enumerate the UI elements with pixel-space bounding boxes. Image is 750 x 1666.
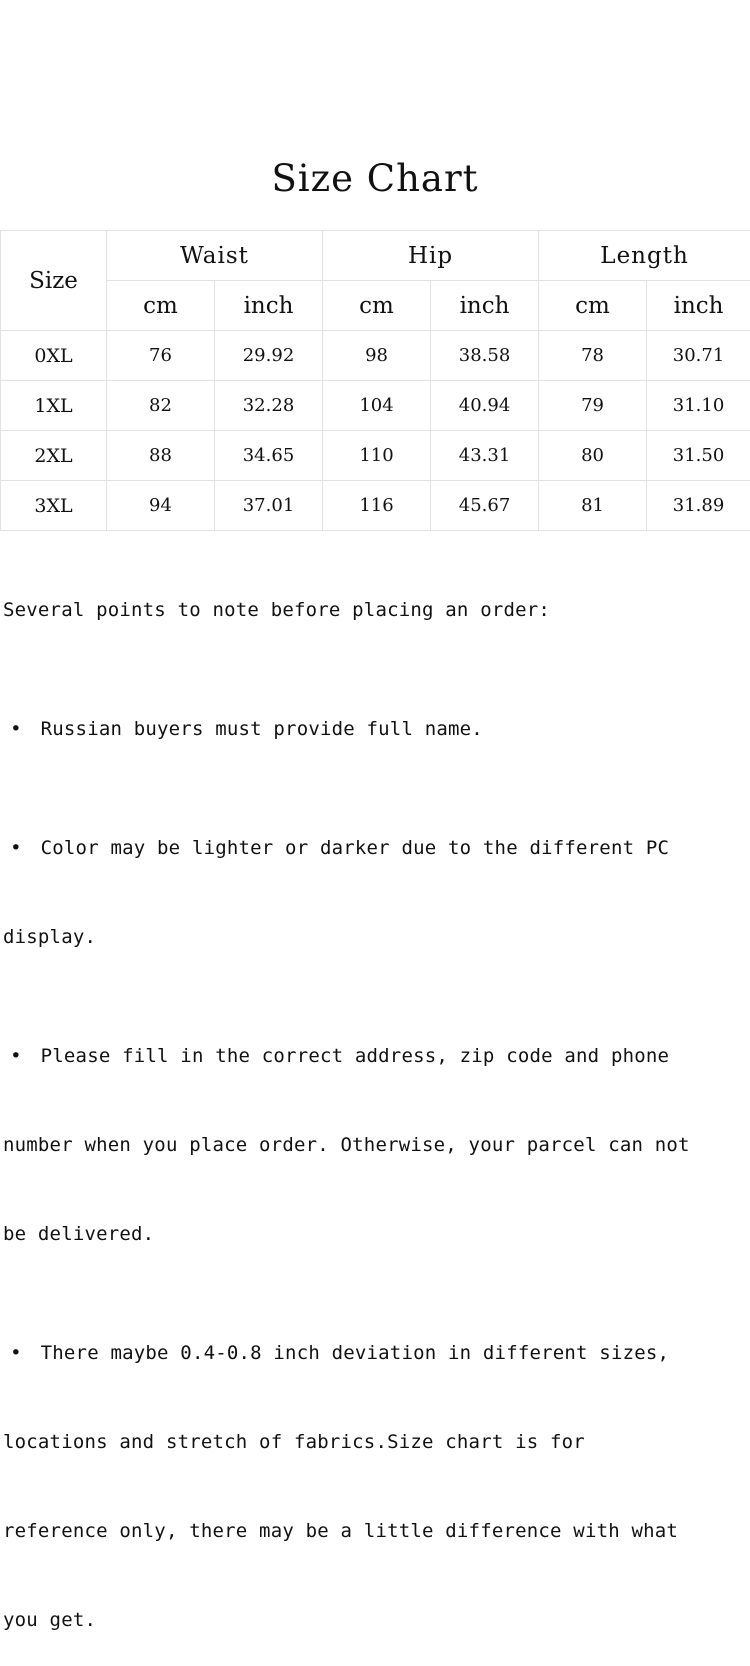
note-text: display. — [3, 923, 748, 953]
note-item — [3, 715, 748, 745]
unit-header: inch — [215, 281, 323, 331]
size-label: 3XL — [1, 481, 107, 531]
table-cell: 78 — [539, 331, 647, 381]
note-text: locations and stretch of fabrics.Size chart is for — [3, 1428, 748, 1458]
note-text: you get. — [3, 1606, 748, 1636]
length-header: Length — [539, 231, 750, 281]
size-column-header: Size — [1, 231, 107, 331]
table-cell: 104 — [323, 381, 431, 431]
unit-header: inch — [647, 281, 750, 331]
table-cell: 82 — [107, 381, 215, 431]
size-chart-table — [0, 230, 750, 531]
table-cell: 32.28 — [215, 381, 323, 431]
table-cell: 37.01 — [215, 481, 323, 531]
note-text: be delivered. — [3, 1220, 748, 1250]
table-cell: 31.89 — [647, 481, 750, 531]
hip-header: Hip — [323, 231, 539, 281]
table-cell: 31.50 — [647, 431, 750, 481]
table-cell: 43.31 — [431, 431, 539, 481]
table-cell: 116 — [323, 481, 431, 531]
table-row — [1, 381, 750, 431]
unit-header: cm — [539, 281, 647, 331]
table-cell: 76 — [107, 331, 215, 381]
bullet-icon: • — [3, 1042, 29, 1072]
table-cell: 29.92 — [215, 331, 323, 381]
table-unit-row — [1, 281, 750, 331]
table-header-row — [1, 231, 750, 281]
table-cell: 81 — [539, 481, 647, 531]
table-cell: 31.10 — [647, 381, 750, 431]
note-text: Color may be lighter or darker due to the different PC — [41, 837, 670, 859]
table-cell: 34.65 — [215, 431, 323, 481]
table-cell: 110 — [323, 431, 431, 481]
unit-header: inch — [431, 281, 539, 331]
note-text: number when you place order. Otherwise, your parcel can not — [3, 1131, 748, 1161]
page-title: Size Chart — [0, 154, 750, 204]
table-cell: 40.94 — [431, 381, 539, 431]
table-cell: 80 — [539, 431, 647, 481]
table-cell: 98 — [323, 331, 431, 381]
bullet-icon: • — [3, 1339, 29, 1369]
bullet-icon: • — [3, 715, 29, 745]
table-cell: 79 — [539, 381, 647, 431]
size-label: 1XL — [1, 381, 107, 431]
note-text: There maybe 0.4-0.8 inch deviation in different sizes, — [41, 1342, 670, 1364]
table-cell: 30.71 — [647, 331, 750, 381]
table-cell: 38.58 — [431, 331, 539, 381]
table-cell: 94 — [107, 481, 215, 531]
table-cell: 45.67 — [431, 481, 539, 531]
unit-header: cm — [107, 281, 215, 331]
note-text: reference only, there may be a little difference with what — [3, 1517, 748, 1547]
note-item — [3, 834, 748, 864]
table-row — [1, 331, 750, 381]
table-cell: 88 — [107, 431, 215, 481]
note-item — [3, 1042, 748, 1072]
note-item — [3, 1339, 748, 1369]
table-row — [1, 431, 750, 481]
size-label: 0XL — [1, 331, 107, 381]
waist-header: Waist — [107, 231, 323, 281]
notes-heading: Several points to note before placing an order: — [3, 596, 748, 626]
table-row — [1, 481, 750, 531]
order-notes — [3, 537, 748, 1666]
unit-header: cm — [323, 281, 431, 331]
note-text: Russian buyers must provide full name. — [41, 718, 483, 740]
bullet-icon: • — [3, 834, 29, 864]
note-text: Please fill in the correct address, zip code and phone — [41, 1045, 670, 1067]
size-label: 2XL — [1, 431, 107, 481]
